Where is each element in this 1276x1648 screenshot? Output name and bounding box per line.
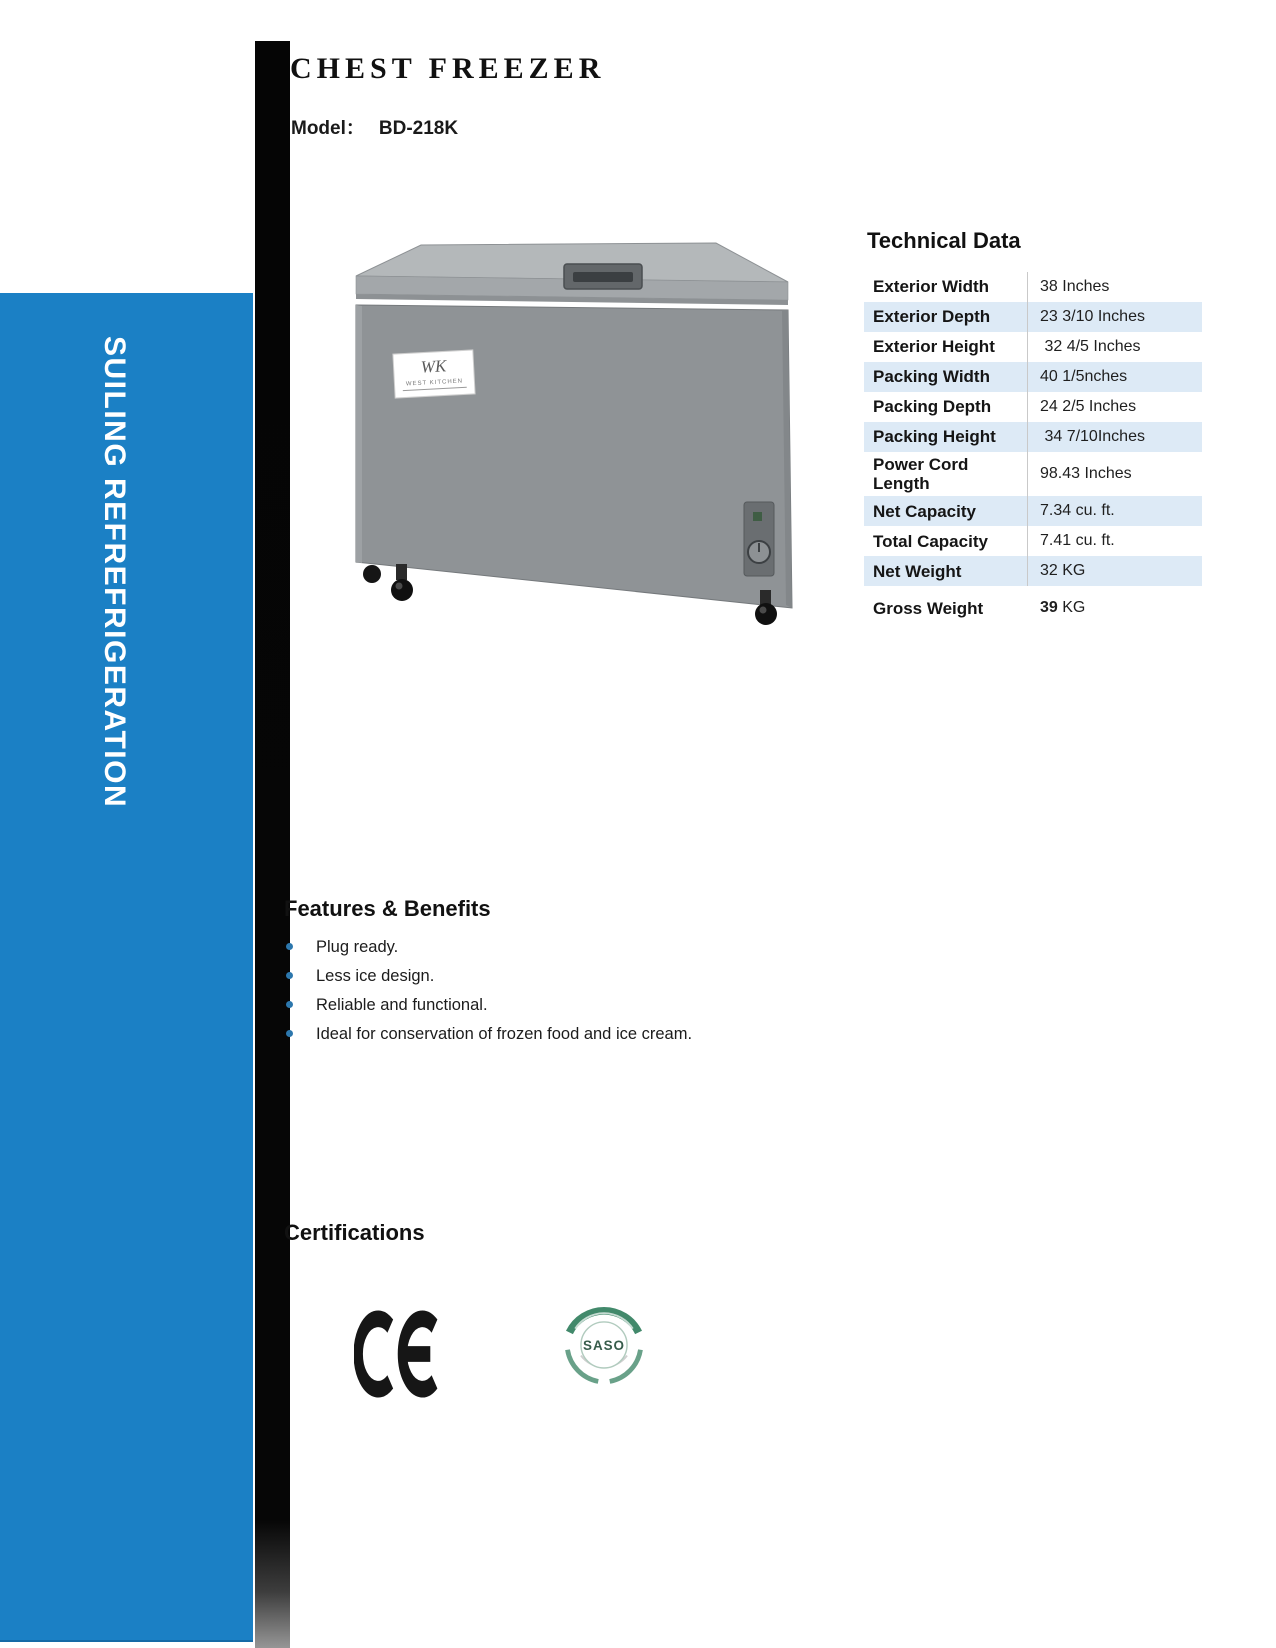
bullet-icon [286, 1030, 293, 1037]
spec-row [864, 526, 1202, 556]
chest-freezer-illustration [336, 224, 806, 629]
brand-sub-text: WEST KITCHEN [405, 378, 464, 388]
spec-row [864, 392, 1202, 422]
feature-item [286, 996, 846, 1015]
spec-row [864, 302, 1202, 332]
spec-label: Exterior Width [864, 272, 1028, 302]
saso-certification-logo [556, 1288, 652, 1400]
spec-value: 7.41 cu. ft. [1040, 532, 1115, 550]
spec-value: 32 4/5 Inches [1040, 338, 1141, 355]
spec-value: 24 2/5 Inches [1040, 398, 1137, 415]
feature-item [286, 938, 846, 957]
feature-text: Plug ready. [316, 938, 399, 956]
bullet-icon [286, 943, 293, 950]
bullet-icon [286, 972, 293, 979]
feature-text: Reliable and functional. [316, 996, 488, 1014]
bullet-icon [286, 1001, 293, 1008]
features-heading: Features & Benefits [284, 896, 491, 921]
spec-label: Exterior Depth [864, 302, 1028, 332]
spec-value: 39 KG [1040, 599, 1086, 617]
ce-mark-logo [354, 1310, 448, 1398]
brand-logo-text: WK [420, 356, 447, 377]
spec-label: Exterior Height [864, 332, 1028, 362]
feature-text: Ideal for conservation of frozen food and ice cream. [316, 1025, 693, 1043]
spec-row [864, 332, 1202, 362]
technical-table [864, 272, 1202, 623]
feature-list [286, 938, 846, 1054]
spec-value: 7.34 cu. ft. [1040, 502, 1115, 520]
spec-label: Packing Width [864, 362, 1028, 392]
spec-label: Net Weight [864, 556, 1028, 586]
model-label: Model： [291, 118, 365, 139]
spec-label: Net Capacity [864, 496, 1028, 526]
spec-label: Packing Depth [864, 392, 1028, 422]
model-value: BD-218K [378, 118, 459, 139]
spec-label: Gross Weight [873, 598, 984, 618]
spec-value: 98.43 Inches [1040, 465, 1132, 483]
spec-value: 32 KG [1040, 562, 1086, 580]
spec-row [864, 593, 1202, 623]
brand-vertical-text: SUILING REFREFRIGERATION [98, 336, 131, 809]
spec-row [864, 422, 1202, 452]
spec-label: Power Cord Length [864, 452, 1028, 496]
spec-row [864, 452, 1202, 496]
spec-value: 38 Inches [1040, 278, 1110, 295]
spec-row [864, 496, 1202, 526]
accent-bar [255, 41, 290, 1648]
spec-label: Packing Height [864, 422, 1028, 452]
saso-logo-text: SASO [583, 1337, 625, 1353]
certifications-heading: Certifications [284, 1220, 425, 1245]
spec-row [864, 272, 1202, 302]
spec-row [864, 362, 1202, 392]
feature-text: Less ice design. [316, 967, 435, 985]
spec-value: 40 1/5nches [1040, 368, 1128, 385]
spec-value: 34 7/10Inches [1040, 428, 1145, 445]
spec-label: Total Capacity [864, 526, 1028, 556]
feature-item [286, 1025, 846, 1044]
spec-value: 23 3/10 Inches [1040, 308, 1145, 325]
page-title: CHEST FREEZER [290, 52, 606, 85]
product-image-chest-freezer [336, 224, 806, 629]
spec-row [864, 556, 1202, 586]
feature-item [286, 967, 846, 986]
model-line [291, 113, 458, 140]
technical-data-heading: Technical Data [867, 228, 1021, 253]
